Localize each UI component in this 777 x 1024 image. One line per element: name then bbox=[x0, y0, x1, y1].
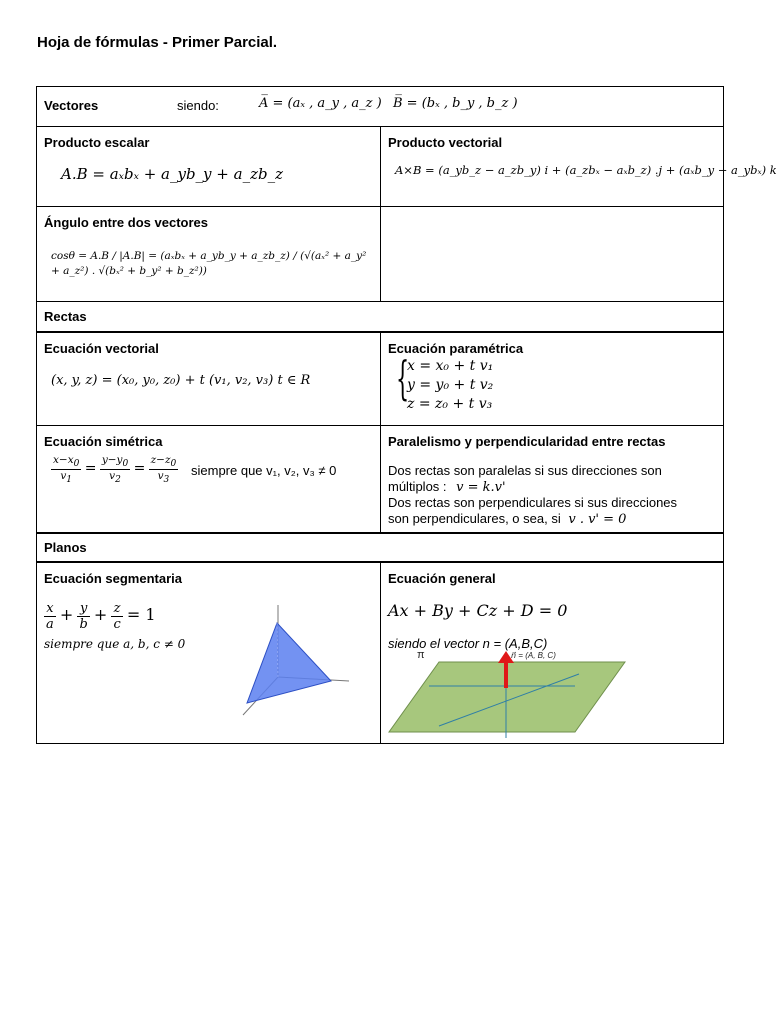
text-perpendiculares-2 bbox=[388, 511, 626, 528]
cell-planos bbox=[37, 534, 723, 561]
label-ecuacion-segmentaria: Ecuación segmentaria bbox=[44, 571, 182, 586]
normal-vector-label: n⃗ = (A, B, C) bbox=[511, 651, 556, 660]
cell-ecuacion-simetrica bbox=[37, 426, 381, 532]
cell-producto-escalar bbox=[37, 127, 381, 206]
text-perpendiculares-label: son perpendiculares, o sea, si bbox=[388, 511, 561, 526]
cell-vectores bbox=[37, 87, 723, 126]
text-multiplos bbox=[388, 479, 506, 496]
formula-producto-escalar: A.B = aₓbₓ + a_yb_y + a_zb_z bbox=[61, 165, 283, 183]
brace-icon: { bbox=[396, 351, 410, 405]
param-line-y: y = y₀ + t v₂ bbox=[407, 377, 494, 393]
label-ecuacion-simetrica: Ecuación simétrica bbox=[44, 434, 163, 449]
formula-angulo: cosθ = A.B / |A.B| = (aₓbₓ + a_yb_y + a_zb_z) / (√(aₓ² + a_y² + a_z²) . √(bₓ² + b_y² + b_z²)) bbox=[51, 250, 367, 277]
param-line-z: z = z₀ + t v₃ bbox=[407, 396, 493, 412]
intercept-plane bbox=[247, 623, 331, 703]
cell-producto-vectorial bbox=[381, 127, 777, 206]
section-rectas: Rectas bbox=[44, 309, 87, 324]
formula-ecuacion-vectorial: (x, y, z) = (x₀, y₀, z₀) + t (v₁, v₂, v₃) t ∈ R bbox=[51, 373, 311, 388]
formula-producto-vectorial: A×B = (a_yb_z − a_zb_y) i + (a_zbₓ − aₓb_z) .j + (aₓb_y − a_ybₓ) k bbox=[395, 163, 777, 177]
formula-ecuacion-simetrica: $\frac{x-x_0}{v_1}$ = $\frac{y-y_0}{v_2}$ = $\frac{z-z_0}{v_3}$ bbox=[53, 454, 177, 486]
note-vector-normal: siendo el vector n = (A,B,C) bbox=[388, 636, 548, 651]
label-angulo: Ángulo entre dos vectores bbox=[44, 215, 208, 230]
label-siendo: siendo: bbox=[177, 98, 219, 113]
label-ecuacion-general: Ecuación general bbox=[388, 571, 496, 586]
section-planos: Planos bbox=[44, 540, 87, 555]
row-vectores bbox=[37, 87, 723, 126]
cell-empty bbox=[381, 207, 723, 301]
formula-ecuacion-segmentaria: $\frac{x}{a}$ + $\frac{y}{b}$ + $\frac{z}{c}$ = 1 bbox=[46, 601, 156, 632]
cell-angulo bbox=[37, 207, 381, 301]
cell-rectas bbox=[37, 302, 723, 331]
condition-ecuacion-segmentaria: siempre que a, b, c ≠ 0 bbox=[44, 637, 186, 651]
text-paralelas: Dos rectas son paralelas si sus direcciones son bbox=[388, 463, 662, 478]
cell-paralelismo bbox=[381, 426, 723, 532]
row-angulo bbox=[37, 206, 723, 301]
general-plane-diagram bbox=[389, 649, 629, 740]
page-title: Hoja de fórmulas - Primer Parcial. bbox=[37, 34, 278, 51]
segment-plane-diagram bbox=[233, 599, 363, 719]
row-ecuacion-segmentaria bbox=[37, 561, 723, 743]
cell-ecuacion-vectorial bbox=[37, 333, 381, 425]
param-line-x: x = x₀ + t v₁ bbox=[407, 358, 494, 374]
label-vectores: Vectores bbox=[44, 98, 99, 113]
formula-multiplos: v = k.v' bbox=[456, 480, 506, 495]
formula-table bbox=[36, 86, 777, 744]
text-perpendiculares: Dos rectas son perpendiculares si sus direcciones bbox=[388, 495, 678, 510]
row-productos bbox=[37, 126, 777, 206]
label-producto-vectorial: Producto vectorial bbox=[388, 135, 503, 150]
text-multiplos-label: múltiplos : bbox=[388, 479, 447, 494]
label-ecuacion-parametrica: Ecuación paramétrica bbox=[388, 341, 524, 356]
row-ecuacion-simetrica bbox=[37, 425, 723, 532]
label-producto-escalar: Producto escalar bbox=[44, 135, 150, 150]
row-rectas bbox=[37, 301, 723, 331]
cell-ecuacion-segmentaria bbox=[37, 563, 381, 743]
label-ecuacion-vectorial: Ecuación vectorial bbox=[44, 341, 159, 356]
cell-ecuacion-general bbox=[381, 563, 723, 743]
vector-b-definition: B̅ = (bₓ , b_y , b_z ) bbox=[393, 96, 518, 111]
vector-a-definition: A̅ = (aₓ , a_y , a_z ) bbox=[259, 96, 382, 111]
condition-ecuacion-simetrica: siempre que v₁, v₂, v₃ ≠ 0 bbox=[191, 463, 337, 478]
row-planos bbox=[37, 532, 723, 561]
label-paralelismo: Paralelismo y perpendicularidad entre rectas bbox=[388, 434, 666, 449]
plane-pi-label: π bbox=[417, 649, 425, 661]
cell-ecuacion-parametrica bbox=[381, 333, 723, 425]
formula-ecuacion-general: Ax + By + Cz + D = 0 bbox=[388, 601, 568, 620]
row-ecuacion-vectorial bbox=[37, 331, 723, 425]
formula-producto-nulo: v . v' = 0 bbox=[568, 512, 627, 527]
